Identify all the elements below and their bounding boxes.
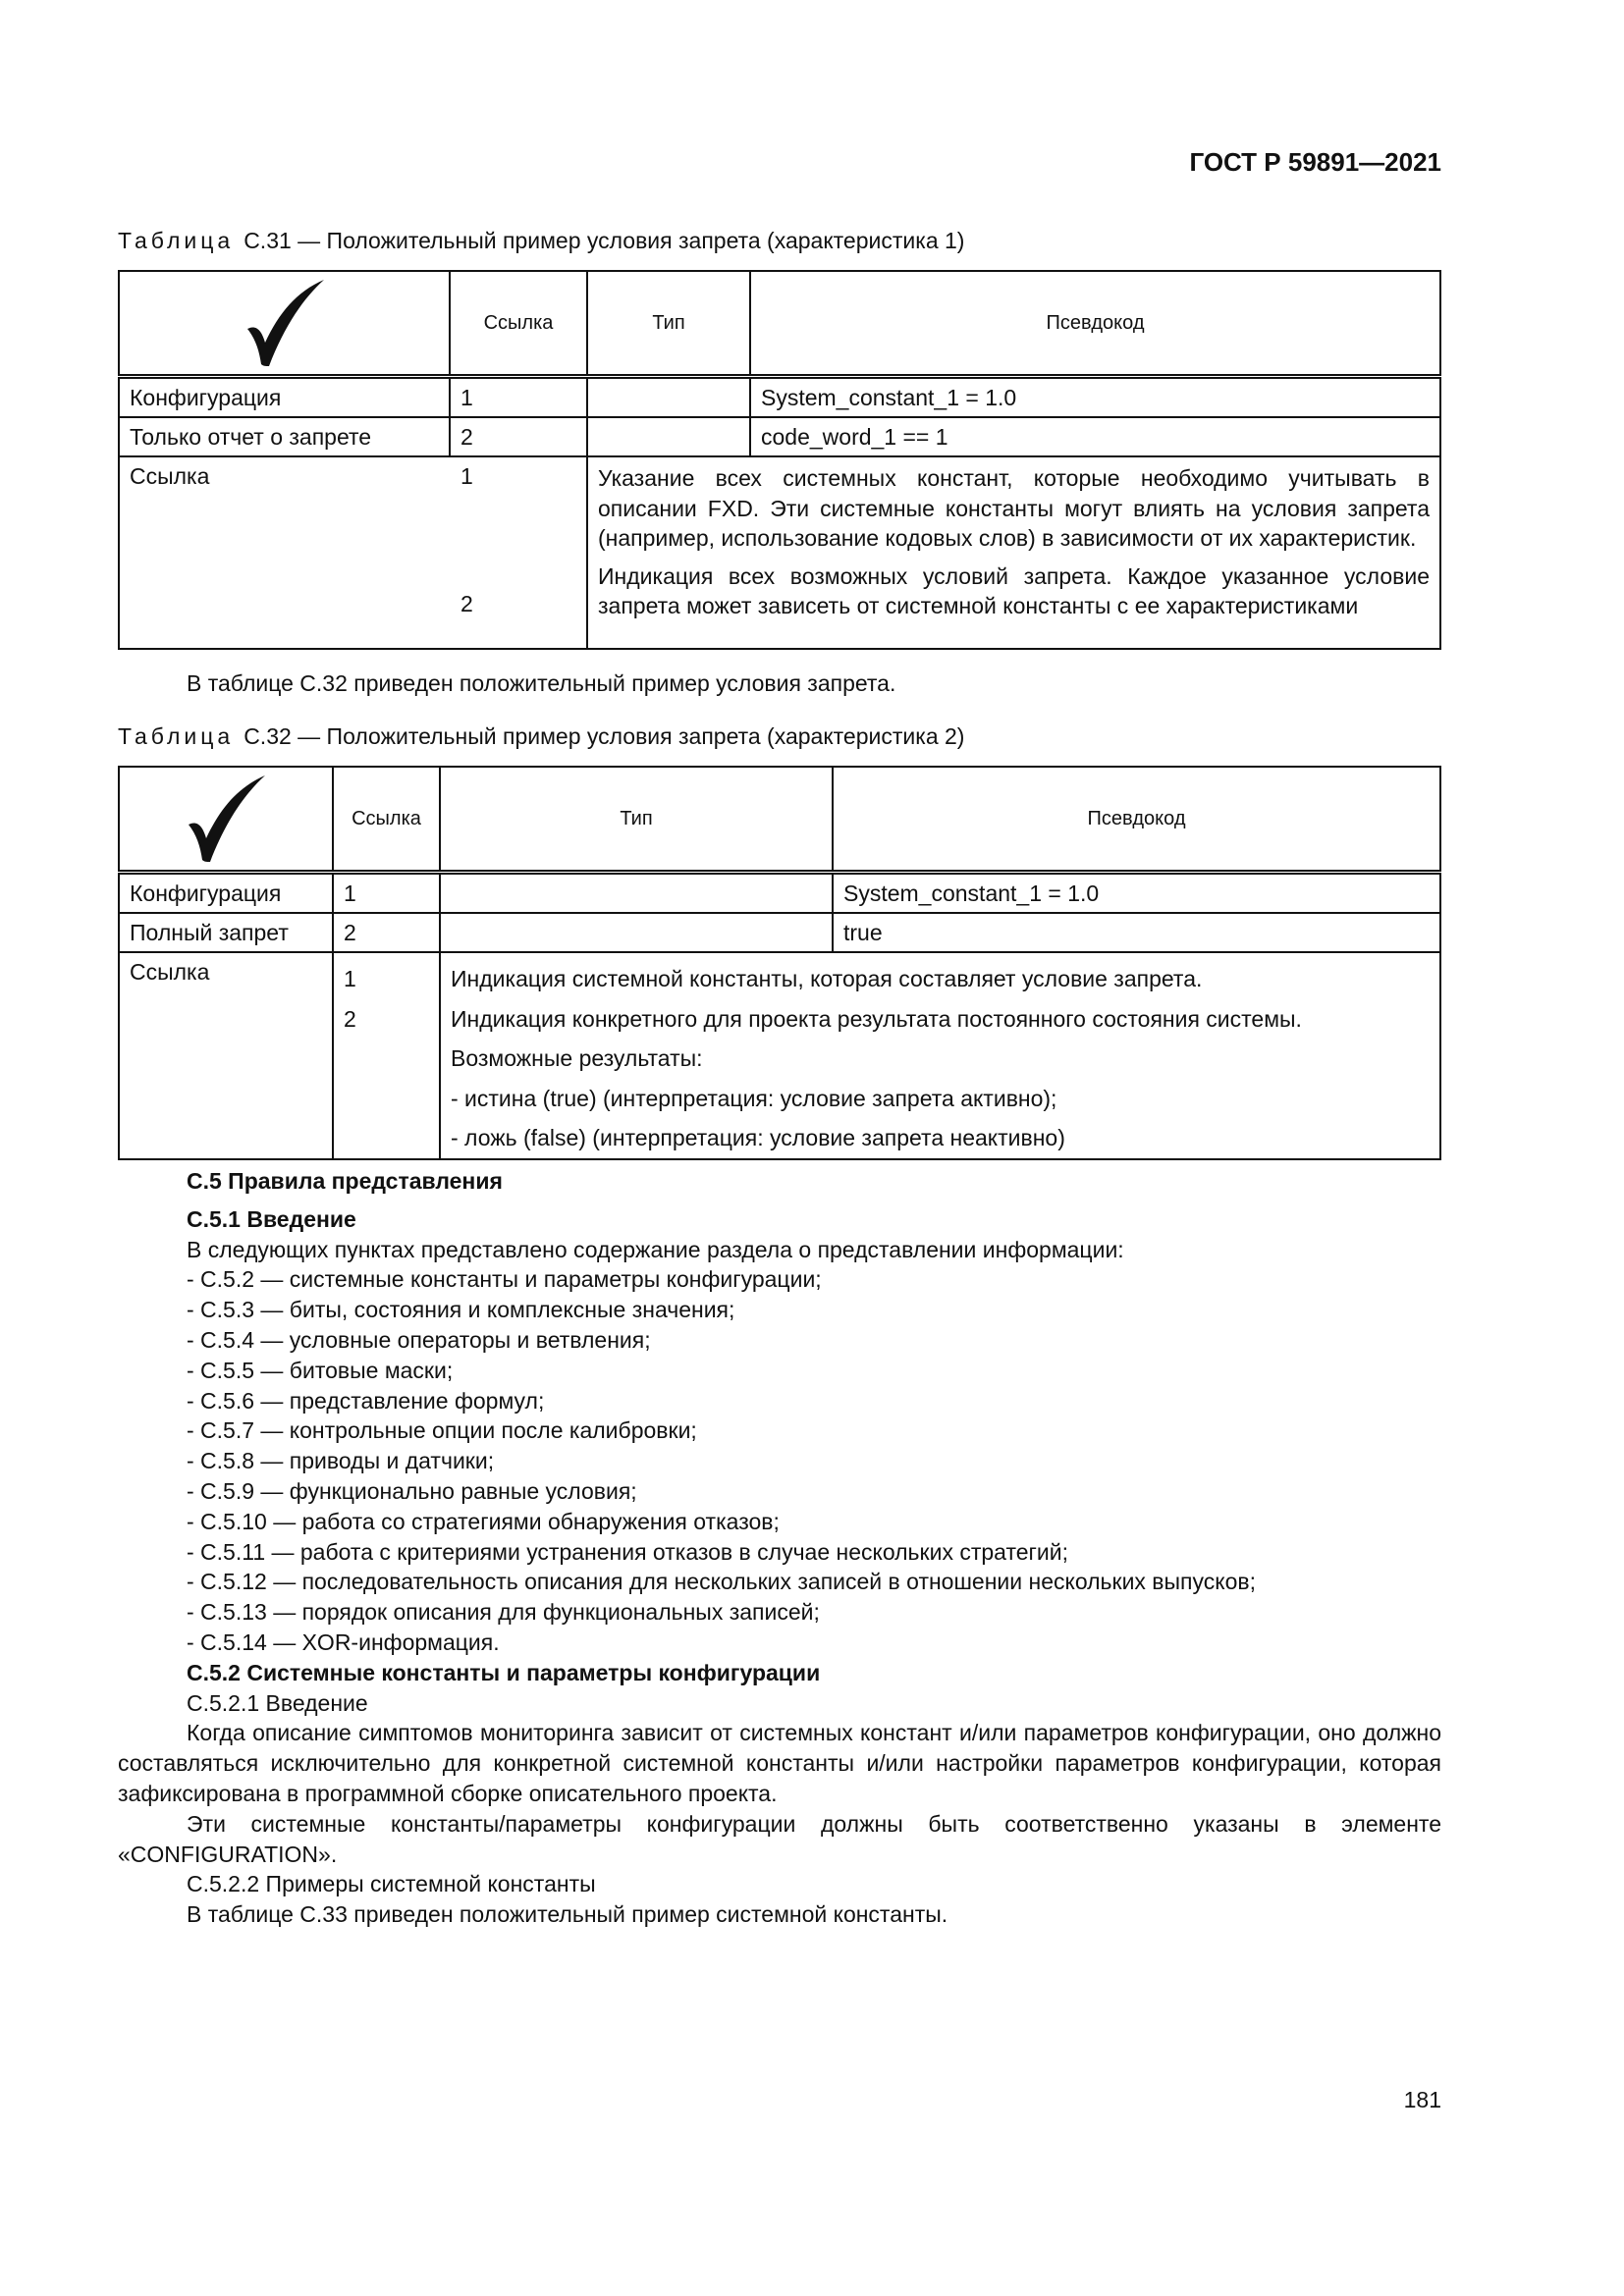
row-ref: 1 <box>450 377 587 418</box>
ref-descriptions <box>440 952 1440 1159</box>
list-item: - С.5.9 — функционально равные условия; <box>187 1477 637 1504</box>
row-name: Конфигурация <box>119 873 333 914</box>
ref-text: Индикация всех возможных условий запрета. Каждое указанное условие запрета может зависеть от системной константы с ее характеристиками <box>598 562 1430 619</box>
list-item: - С.5.12 — последовательность описания для нескольких записей в отношении нескольких выпусков; <box>187 1569 1256 1595</box>
row-name: Только отчет о запрете <box>119 417 450 456</box>
list-item: - С.5.11 — работа с критериями устранения отказов в случае нескольких стратегий; <box>187 1538 1068 1565</box>
row-name: Конфигурация <box>119 377 450 418</box>
ref-text: - ложь (false) (интерпретация: условие запрета неактивно) <box>451 1125 1065 1151</box>
table-header-row <box>119 271 1440 377</box>
ref-text: Возможные результаты: <box>451 1045 703 1072</box>
intro-text: В следующих пунктах представлено содержание раздела о представлении информации: <box>187 1236 1124 1262</box>
heading-c51: С.5.1 Введение <box>187 1205 356 1232</box>
table-caption <box>118 228 964 254</box>
ref-nums <box>333 952 440 1159</box>
checkmark-cell <box>119 271 450 377</box>
heading-c521: С.5.2.1 Введение <box>187 1689 368 1716</box>
column-header-type: Тип <box>440 767 833 873</box>
row-code: true <box>833 913 1440 952</box>
column-header-ref: Ссылка <box>333 767 440 873</box>
list-item: - С.5.10 — работа со стратегиями обнаружения отказов; <box>187 1508 780 1534</box>
list-item: - С.5.13 — порядок описания для функциональных записей; <box>187 1599 820 1626</box>
column-header-pseudocode: Псевдокод <box>750 271 1440 377</box>
row-code: code_word_1 == 1 <box>750 417 1440 456</box>
ref-text: - истина (true) (интерпретация: условие запрета активно); <box>451 1085 1057 1111</box>
list-item: - С.5.8 — приводы и датчики; <box>187 1448 495 1474</box>
list-item: - С.5.4 — условные операторы и ветвления; <box>187 1326 651 1353</box>
table-c31 <box>118 270 1441 650</box>
row-ref: 2 <box>333 913 440 952</box>
checkmark-icon <box>177 774 275 864</box>
list-item: - С.5.5 — битовые маски; <box>187 1357 454 1383</box>
ref-num: 2 <box>344 1005 356 1032</box>
heading-c52: С.5.2 Системные константы и параметры конфигурации <box>187 1659 821 1685</box>
table-row <box>119 417 1440 456</box>
ref-text: Индикация конкретного для проекта результата постоянного состояния системы. <box>451 1005 1302 1032</box>
ref-label: Ссылка <box>130 463 210 489</box>
caption-text: С.32 — Положительный пример условия запрета (характеристика 2) <box>244 723 965 749</box>
ref-descriptions <box>587 456 1440 649</box>
ref-num: 2 <box>460 591 473 616</box>
list-item: - С.5.14 — XOR-информация. <box>187 1629 500 1655</box>
document-header: ГОСТ Р 59891—2021 <box>1189 147 1441 177</box>
checkmark-icon <box>236 278 334 368</box>
row-name: Полный запрет <box>119 913 333 952</box>
row-type <box>440 913 833 952</box>
table-caption <box>118 723 964 750</box>
paragraph: Эти системные константы/параметры конфигурации должны быть соответственно указаны в элементе «CONFIGURATION». <box>118 1810 1441 1867</box>
table-ref-row <box>119 456 1440 649</box>
list-item: - С.5.2 — системные константы и параметры конфигурации; <box>187 1266 822 1293</box>
list-item: - С.5.6 — представление формул; <box>187 1387 545 1414</box>
column-header-pseudocode: Псевдокод <box>833 767 1440 873</box>
row-code: System_constant_1 = 1.0 <box>833 873 1440 914</box>
ref-text: Индикация системной константы, которая составляет условие запрета. <box>451 966 1203 991</box>
table-row <box>119 873 1440 914</box>
ref-num: 1 <box>460 463 473 489</box>
row-type <box>587 417 750 456</box>
list-item: - С.5.7 — контрольные опции после калибровки; <box>187 1417 697 1444</box>
caption-text: С.31 — Положительный пример условия запрета (характеристика 1) <box>244 228 965 253</box>
caption-prefix: Таблица <box>118 228 235 253</box>
row-type <box>587 377 750 418</box>
ref-text: Указание всех системных констант, которые необходимо учитывать в описании FXD. Эти системные константы могут влиять на условия запрета (например, использование кодовых слов) в зависимости от их характеристик. <box>598 465 1430 552</box>
paragraph: В таблице С.33 приведен положительный пример системной константы. <box>187 1901 948 1928</box>
caption-prefix: Таблица <box>118 723 235 749</box>
list-item: - С.5.3 — биты, состояния и комплексные значения; <box>187 1297 735 1323</box>
section-c5 <box>118 1166 1441 1930</box>
checkmark-cell <box>119 767 333 873</box>
table-ref-row <box>119 952 1440 1159</box>
table-row <box>119 913 1440 952</box>
row-code: System_constant_1 = 1.0 <box>750 377 1440 418</box>
paragraph: Когда описание симптомов мониторинга зависит от системных констант и/или параметров конфигурации, оно должно составляться исключительно для конкретной системной константы и/или настройки параметров конфигурации, которая зафиксирована в программной сборке описательного проекта. <box>118 1720 1441 1806</box>
row-type <box>440 873 833 914</box>
page-number: 181 <box>1403 2087 1441 2112</box>
table-c32 <box>118 766 1441 1160</box>
table-header-row <box>119 767 1440 873</box>
ref-label: Ссылка <box>119 952 333 1159</box>
heading-c522: С.5.2.2 Примеры системной константы <box>187 1871 596 1897</box>
row-ref: 2 <box>450 417 587 456</box>
row-ref: 1 <box>333 873 440 914</box>
ref-num: 1 <box>344 966 356 991</box>
paragraph: В таблице С.32 приведен положительный пример условия запрета. <box>187 670 896 696</box>
heading-c5: С.5 Правила представления <box>187 1168 503 1194</box>
table-row <box>119 377 1440 418</box>
column-header-type: Тип <box>587 271 750 377</box>
column-header-ref: Ссылка <box>450 271 587 377</box>
ref-cell <box>119 456 587 649</box>
